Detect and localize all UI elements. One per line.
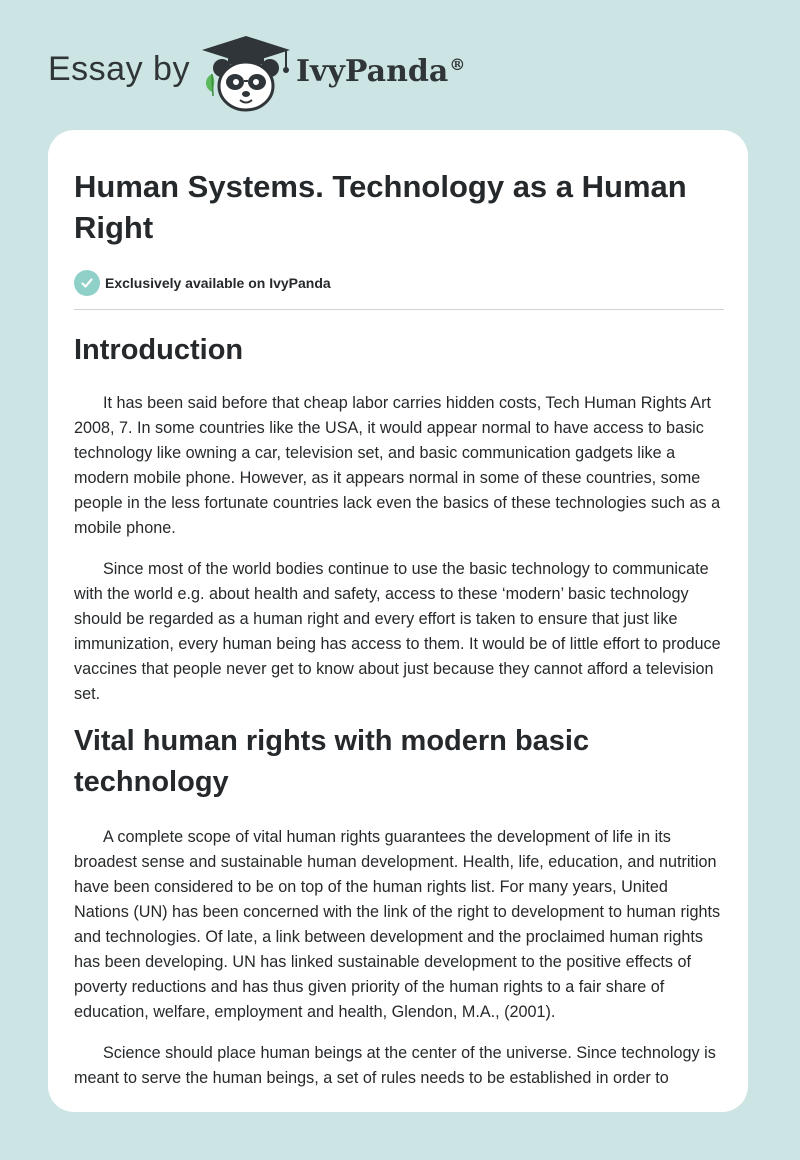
panda-logo-icon[interactable] (200, 34, 292, 112)
essay-content (74, 130, 724, 1091)
site-header (0, 0, 800, 130)
section-heading-introduction: Introduction (74, 334, 244, 366)
exclusive-badge (74, 270, 724, 296)
divider (74, 309, 724, 310)
paragraph: It has been said before that cheap labor carries hidden costs, Tech Human Rights Art 2008, 7. In some countries like the USA, it would appear normal to have access to basic technology like owning a car, television set, and basic communication gadgets like a modern mobile phone. However, as it appears normal in some of these countries, some people in the less fortunate countries lack even the basics of these technologies such as a mobile phone. (74, 394, 721, 537)
exclusive-badge-text: Exclusively available on IvyPanda (105, 275, 331, 291)
check-circle-icon (74, 270, 100, 296)
brand-name[interactable]: IvyPanda® (296, 54, 466, 89)
paragraph: Since most of the world bodies continue to use the basic technology to communicate with the world e.g. about health and safety, access to these ‘modern’ basic technology should be regarded as a human right and every effort is taken to ensure that just like immunization, every human being has access to them. It would be of little effort to produce vaccines that people never get to know about just because they cannot afford a television set. (74, 560, 721, 703)
section-heading-vital-human-rights: Vital human rights with modern basic technology (74, 725, 590, 798)
essay-card (48, 130, 748, 1112)
registered-mark: ® (449, 55, 466, 74)
essay-title: Human Systems. Technology as a Human Right (74, 169, 687, 245)
paragraph: Science should place human beings at the center of the universe. Since technology is meant to serve the human beings, a set of rules needs to be established in order to (74, 1044, 716, 1087)
paragraph: A complete scope of vital human rights guarantees the development of life in its broadest sense and sustainable human development. Health, life, education, and nutrition have been considered to be on top of the human rights list. For many years, United Nations (UN) has been concerned with the link of the right to development to human rights and technologies. Of late, a link between development and the proclaimed human rights has been developing. UN has linked sustainable development to the positive effects of poverty reductions and has thus given priority of the human rights to a fair share of education, welfare, employment and health, Glendon, M.A., (2001). (74, 828, 721, 1021)
brand-prefix: Essay by (48, 50, 190, 88)
